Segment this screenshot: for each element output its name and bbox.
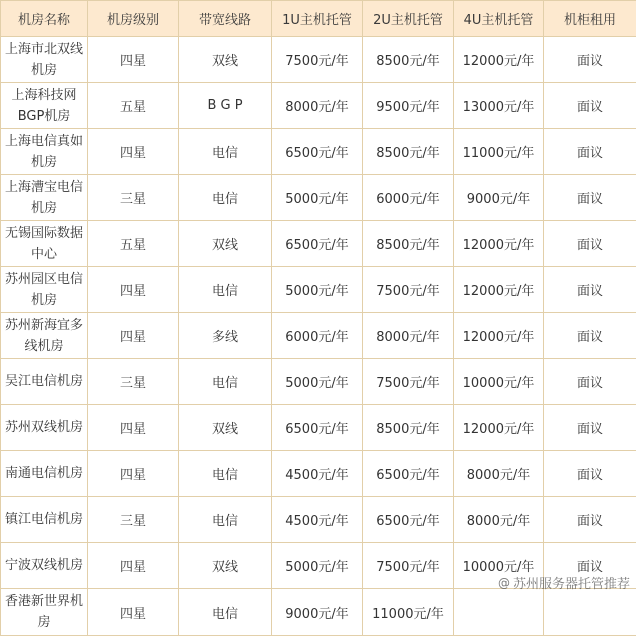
cell-room-name: 上海科技网BGP机房 bbox=[1, 83, 88, 129]
cell-4u-price: 8000元/年 bbox=[454, 451, 544, 497]
table-row bbox=[1, 221, 636, 267]
cell-2u-price: 8000元/年 bbox=[363, 313, 454, 359]
cell-bandwidth-line: 电信 bbox=[179, 497, 272, 543]
cell-cabinet-price: 面议 bbox=[544, 313, 636, 359]
cell-1u-price: 4500元/年 bbox=[272, 451, 363, 497]
table-row bbox=[1, 589, 636, 636]
cell-cabinet-price: 面议 bbox=[544, 451, 636, 497]
table-row bbox=[1, 129, 636, 175]
cell-cabinet-price: 面议 bbox=[544, 221, 636, 267]
cell-cabinet-price: 面议 bbox=[544, 405, 636, 451]
cell-2u-price: 8500元/年 bbox=[363, 221, 454, 267]
cell-cabinet-price: 面议 bbox=[544, 543, 636, 589]
cell-room-name: 上海漕宝电信机房 bbox=[1, 175, 88, 221]
cell-2u-price: 6500元/年 bbox=[363, 451, 454, 497]
watermark-at-sign: @ bbox=[498, 576, 510, 590]
cell-cabinet-price bbox=[544, 589, 636, 636]
cell-2u-price: 6000元/年 bbox=[363, 175, 454, 221]
cell-cabinet-price: 面议 bbox=[544, 37, 636, 83]
table-row bbox=[1, 359, 636, 405]
cell-4u-price: 10000元/年 bbox=[454, 543, 544, 589]
cell-4u-price bbox=[454, 589, 544, 636]
cell-4u-price: 12000元/年 bbox=[454, 37, 544, 83]
cell-room-level: 四星 bbox=[88, 313, 179, 359]
table-row bbox=[1, 497, 636, 543]
table-row bbox=[1, 405, 636, 451]
cell-bandwidth-line: 电信 bbox=[179, 175, 272, 221]
cell-bandwidth-line: 双线 bbox=[179, 37, 272, 83]
cell-4u-price: 12000元/年 bbox=[454, 221, 544, 267]
cell-room-level: 四星 bbox=[88, 405, 179, 451]
cell-2u-price: 7500元/年 bbox=[363, 359, 454, 405]
cell-4u-price: 12000元/年 bbox=[454, 267, 544, 313]
cell-2u-price: 8500元/年 bbox=[363, 129, 454, 175]
cell-1u-price: 6500元/年 bbox=[272, 129, 363, 175]
cell-bandwidth-line: 多线 bbox=[179, 313, 272, 359]
cell-1u-price: 5000元/年 bbox=[272, 267, 363, 313]
cell-room-name: 上海市北双线机房 bbox=[1, 37, 88, 83]
cell-2u-price: 11000元/年 bbox=[363, 589, 454, 636]
header-4u-hosting: 4U主机托管 bbox=[454, 1, 544, 37]
cell-2u-price: 8500元/年 bbox=[363, 37, 454, 83]
cell-cabinet-price: 面议 bbox=[544, 175, 636, 221]
cell-room-name: 苏州新海宜多线机房 bbox=[1, 313, 88, 359]
cell-1u-price: 8000元/年 bbox=[272, 83, 363, 129]
cell-room-name: 苏州双线机房 bbox=[1, 405, 88, 451]
cell-cabinet-price: 面议 bbox=[544, 359, 636, 405]
cell-room-level: 四星 bbox=[88, 267, 179, 313]
header-room-level: 机房级别 bbox=[88, 1, 179, 37]
cell-room-name: 上海电信真如机房 bbox=[1, 129, 88, 175]
header-cabinet-rental: 机柜租用 bbox=[544, 1, 636, 37]
cell-bandwidth-line: 双线 bbox=[179, 221, 272, 267]
header-1u-hosting: 1U主机托管 bbox=[272, 1, 363, 37]
table-row bbox=[1, 175, 636, 221]
cell-2u-price: 9500元/年 bbox=[363, 83, 454, 129]
cell-room-name: 宁波双线机房 bbox=[1, 543, 88, 589]
cell-room-level: 四星 bbox=[88, 129, 179, 175]
cell-room-level: 三星 bbox=[88, 359, 179, 405]
cell-room-level: 四星 bbox=[88, 451, 179, 497]
cell-bandwidth-line: 电信 bbox=[179, 129, 272, 175]
cell-1u-price: 5000元/年 bbox=[272, 359, 363, 405]
cell-1u-price: 9000元/年 bbox=[272, 589, 363, 636]
cell-bandwidth-line: B G P bbox=[179, 83, 272, 129]
cell-bandwidth-line: 双线 bbox=[179, 543, 272, 589]
header-bandwidth-line: 带宽线路 bbox=[179, 1, 272, 37]
cell-2u-price: 7500元/年 bbox=[363, 267, 454, 313]
cell-4u-price: 12000元/年 bbox=[454, 313, 544, 359]
table-row bbox=[1, 37, 636, 83]
cell-cabinet-price: 面议 bbox=[544, 83, 636, 129]
cell-room-name: 镇江电信机房 bbox=[1, 497, 88, 543]
cell-2u-price: 7500元/年 bbox=[363, 543, 454, 589]
cell-cabinet-price: 面议 bbox=[544, 129, 636, 175]
cell-room-name: 香港新世界机房 bbox=[1, 589, 88, 636]
table-row bbox=[1, 313, 636, 359]
cell-room-name: 南通电信机房 bbox=[1, 451, 88, 497]
cell-1u-price: 6500元/年 bbox=[272, 405, 363, 451]
cell-room-level: 五星 bbox=[88, 83, 179, 129]
cell-room-level: 三星 bbox=[88, 497, 179, 543]
cell-bandwidth-line: 电信 bbox=[179, 267, 272, 313]
table-row bbox=[1, 267, 636, 313]
cell-room-level: 三星 bbox=[88, 175, 179, 221]
cell-room-name: 苏州园区电信机房 bbox=[1, 267, 88, 313]
watermark-text: 苏州服务器托管推荐 bbox=[513, 573, 630, 592]
cell-1u-price: 5000元/年 bbox=[272, 175, 363, 221]
cell-4u-price: 13000元/年 bbox=[454, 83, 544, 129]
cell-4u-price: 12000元/年 bbox=[454, 405, 544, 451]
table-row bbox=[1, 83, 636, 129]
cell-bandwidth-line: 电信 bbox=[179, 589, 272, 636]
cell-2u-price: 8500元/年 bbox=[363, 405, 454, 451]
cell-4u-price: 11000元/年 bbox=[454, 129, 544, 175]
cell-bandwidth-line: 电信 bbox=[179, 359, 272, 405]
cell-2u-price: 6500元/年 bbox=[363, 497, 454, 543]
cell-bandwidth-line: 电信 bbox=[179, 451, 272, 497]
cell-room-level: 四星 bbox=[88, 543, 179, 589]
watermark bbox=[498, 573, 630, 592]
table-row bbox=[1, 451, 636, 497]
cell-room-name: 无锡国际数据中心 bbox=[1, 221, 88, 267]
cell-cabinet-price: 面议 bbox=[544, 267, 636, 313]
cell-1u-price: 5000元/年 bbox=[272, 543, 363, 589]
cell-4u-price: 10000元/年 bbox=[454, 359, 544, 405]
cell-1u-price: 7500元/年 bbox=[272, 37, 363, 83]
header-room-name: 机房名称 bbox=[1, 1, 88, 37]
cell-room-level: 四星 bbox=[88, 37, 179, 83]
header-2u-hosting: 2U主机托管 bbox=[363, 1, 454, 37]
cell-room-level: 四星 bbox=[88, 589, 179, 636]
cell-room-name: 吴江电信机房 bbox=[1, 359, 88, 405]
cell-4u-price: 9000元/年 bbox=[454, 175, 544, 221]
cell-cabinet-price: 面议 bbox=[544, 497, 636, 543]
cell-1u-price: 6500元/年 bbox=[272, 221, 363, 267]
cell-4u-price: 8000元/年 bbox=[454, 497, 544, 543]
cell-room-level: 五星 bbox=[88, 221, 179, 267]
cell-1u-price: 6000元/年 bbox=[272, 313, 363, 359]
header-row bbox=[1, 1, 636, 37]
cell-1u-price: 4500元/年 bbox=[272, 497, 363, 543]
cell-bandwidth-line: 双线 bbox=[179, 405, 272, 451]
table-body bbox=[1, 37, 636, 636]
